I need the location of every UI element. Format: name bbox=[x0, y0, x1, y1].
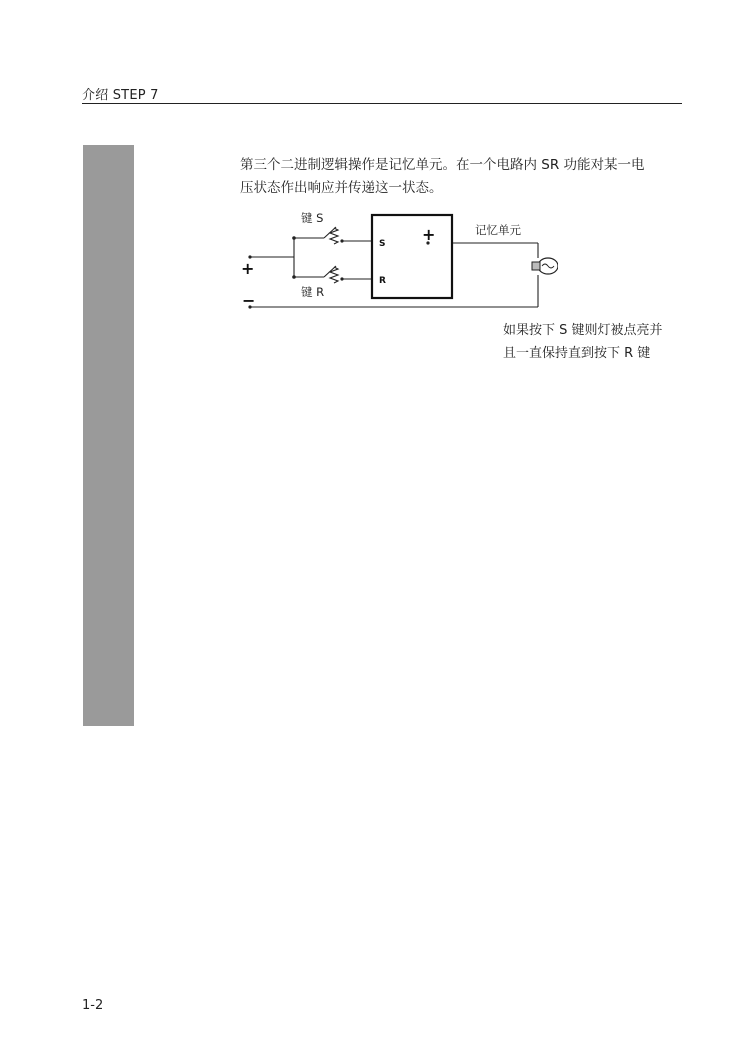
lamp-icon bbox=[532, 258, 558, 274]
header-divider bbox=[82, 103, 682, 104]
intro-paragraph bbox=[240, 154, 695, 200]
output-plus-sign: + bbox=[422, 225, 436, 244]
supply-minus-sign: − bbox=[242, 291, 256, 310]
caption-line-2: 且一直保持直到按下 R 键 bbox=[503, 346, 651, 361]
memory-label: 记忆单元 bbox=[475, 223, 521, 237]
diagram-caption bbox=[503, 319, 703, 365]
input-r-label: R bbox=[379, 276, 386, 286]
supply-plus-sign: + bbox=[241, 259, 255, 278]
input-s-label: S bbox=[379, 239, 386, 249]
side-bar bbox=[83, 145, 134, 726]
key-s-label: 键 S bbox=[301, 211, 324, 225]
intro-line-2: 压状态作出响应并传递这一状态。 bbox=[240, 180, 443, 196]
caption-line-1: 如果按下 S 键则灯被点亮并 bbox=[503, 323, 663, 338]
page-header-title: 介绍 STEP 7 bbox=[82, 88, 159, 103]
page-number: 1-2 bbox=[82, 998, 104, 1013]
sr-circuit-diagram bbox=[238, 208, 558, 314]
intro-line-1: 第三个二进制逻辑操作是记忆单元。在一个电路内 SR 功能对某一电 bbox=[240, 157, 645, 173]
key-r-label: 键 R bbox=[301, 285, 325, 299]
